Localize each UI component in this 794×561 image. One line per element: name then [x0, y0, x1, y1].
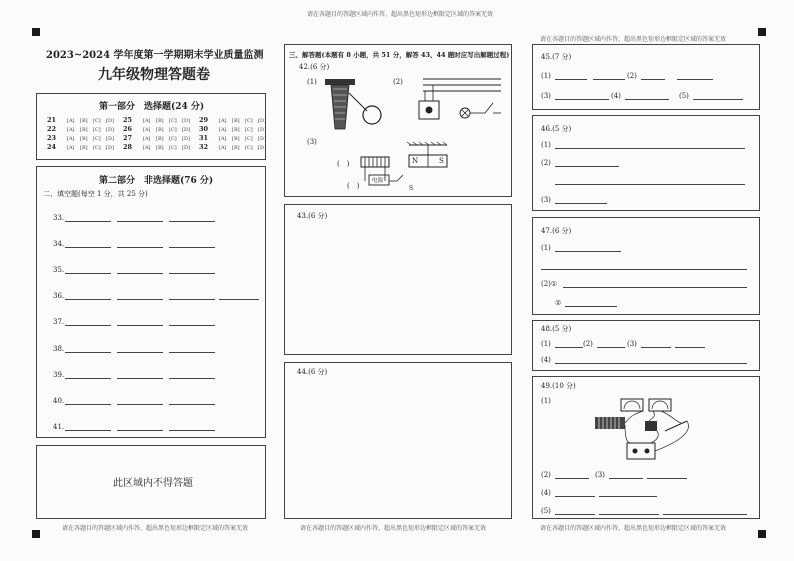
no-answer-box — [36, 445, 266, 519]
mc-option-bubble[interactable]: [A] — [67, 145, 75, 151]
mc-question-number: 22 — [47, 125, 57, 133]
section3-box — [284, 44, 512, 197]
mc-option-bubble[interactable]: [B] — [80, 127, 88, 133]
mc-option-bubble[interactable]: [D] — [182, 118, 190, 124]
q47-sub1: (1) — [541, 244, 551, 252]
mc-option-bubble[interactable]: [B] — [80, 136, 88, 142]
mc-question-number: 27 — [123, 134, 133, 142]
no-answer-text: 此区域内不得答题 — [113, 478, 193, 489]
mc-option-bubble[interactable]: [B] — [80, 145, 88, 151]
mc-option-bubble[interactable]: [B] — [156, 145, 164, 151]
fill-question-number: 40. — [53, 396, 65, 405]
registration-mark — [32, 530, 40, 538]
mc-question-number: 24 — [47, 143, 57, 151]
answer-blank[interactable] — [117, 430, 163, 431]
fill-question-number: 35. — [53, 266, 65, 275]
mc-option-bubble[interactable]: [B] — [156, 127, 164, 133]
mc-question-number: 28 — [123, 143, 133, 151]
magnet-n-label: N — [412, 157, 419, 165]
mc-option-bubble[interactable]: [B] — [232, 127, 240, 133]
mc-option-bubble[interactable]: [B] — [232, 145, 240, 151]
mc-option-bubble[interactable]: [A] — [143, 127, 151, 133]
answer-blank[interactable] — [169, 221, 215, 222]
mc-option-bubble[interactable]: [A] — [67, 118, 75, 124]
mc-option-bubble[interactable]: [A] — [219, 145, 227, 151]
notice-top-right: 请在各题目的答题区域内作答，超出黑色矩形边框限定区域的答案无效 — [540, 36, 727, 43]
notice-bottom-right: 请在各题目的答题区域内作答，超出黑色矩形边框限定区域的答案无效 — [540, 525, 727, 532]
answer-blank[interactable] — [169, 404, 215, 405]
mc-option-bubble[interactable]: [D] — [106, 145, 114, 151]
mc-option-bubble[interactable]: [C] — [93, 118, 101, 124]
q42-title: 42.(6 分) — [299, 63, 330, 71]
mc-question-number: 26 — [123, 125, 133, 133]
q45-sub5: (5) — [679, 92, 689, 100]
mc-option-bubble[interactable]: [B] — [80, 118, 88, 124]
mc-option-bubble[interactable]: [C] — [245, 127, 253, 133]
q49-sub5: (5) — [541, 507, 551, 515]
mc-question-number: 30 — [199, 125, 209, 133]
q48-box — [532, 320, 760, 371]
q49-box — [532, 376, 760, 519]
mc-option-bubble[interactable]: [A] — [67, 136, 75, 142]
mc-option-bubble[interactable]: [D] — [106, 136, 114, 142]
answer-blank[interactable] — [117, 378, 163, 379]
mc-question-row — [47, 116, 119, 124]
q49-sub3: (3) — [595, 471, 605, 479]
fill-question-number: 37. — [53, 318, 65, 327]
mc-option-bubble[interactable]: [C] — [245, 136, 253, 142]
power-source-label: 电源 — [372, 178, 384, 184]
circuit-experiment-figure — [591, 391, 711, 463]
mc-option-bubble[interactable]: [D] — [258, 127, 266, 133]
q42-sub1: (1) — [307, 78, 317, 86]
sheet-title: 九年级物理答题卷 — [98, 67, 210, 83]
q42-paren-2: ( ) — [347, 182, 360, 190]
fill-question-number: 38. — [53, 344, 65, 353]
q42-paren-1: ( ) — [337, 160, 350, 168]
fill-question-number: 36. — [53, 292, 65, 301]
section3-title: 三、解答题(本题有 8 小题，共 51 分，解答 43、44 题时应写出解题过程) — [289, 51, 510, 59]
q44-box — [284, 362, 512, 519]
q48-sub3: (3) — [627, 340, 637, 348]
q46-sub2: (2) — [541, 159, 551, 167]
notice-top-middle: 请在各题目的答题区域内作答，超出黑色矩形边框限定区域的答案无效 — [307, 11, 494, 18]
registration-mark — [758, 530, 766, 538]
q45-box — [532, 44, 760, 110]
q42-sub2: (2) — [393, 78, 403, 86]
answer-blank[interactable] — [117, 299, 163, 300]
q49-sub2: (2) — [541, 471, 551, 479]
mc-option-bubble[interactable]: [B] — [156, 118, 164, 124]
q42-sub3: (3) — [307, 138, 317, 146]
mc-option-bubble[interactable]: [A] — [219, 136, 227, 142]
q47-box — [532, 217, 760, 315]
mc-question-row — [123, 134, 195, 142]
switch-label: S — [409, 185, 414, 192]
answer-blank[interactable] — [65, 352, 111, 353]
mc-question-row — [47, 125, 119, 133]
answer-blank[interactable] — [65, 430, 111, 431]
q45-sub1: (1) — [541, 72, 551, 80]
mc-option-bubble[interactable]: [D] — [182, 127, 190, 133]
part2-title: 第二部分 非选择题(76 分) — [99, 176, 214, 186]
mc-option-bubble[interactable]: [C] — [169, 127, 177, 133]
answer-blank[interactable] — [219, 299, 259, 300]
mc-question-number: 31 — [199, 134, 209, 142]
answer-blank[interactable] — [65, 404, 111, 405]
answer-blank[interactable] — [65, 273, 111, 274]
answer-blank[interactable] — [169, 273, 215, 274]
part2-box — [36, 166, 266, 438]
mc-option-bubble[interactable]: [B] — [156, 136, 164, 142]
q49-sub1: (1) — [541, 397, 551, 405]
answer-blank[interactable] — [117, 325, 163, 326]
mc-option-bubble[interactable]: [C] — [169, 136, 177, 142]
q48-sub4: (4) — [541, 356, 551, 364]
fill-question-number: 33. — [53, 214, 65, 222]
q45-title: 45.(7 分) — [541, 53, 572, 61]
answer-blank[interactable] — [117, 247, 163, 248]
q48-sub1: (1) — [541, 340, 551, 348]
lever-figure — [323, 75, 385, 133]
mc-question-row — [199, 116, 271, 124]
q45-sub4: (4) — [611, 92, 621, 100]
q48-title: 48.(5 分) — [541, 325, 572, 333]
fill-blank-title: 二、填空题(每空 1 分，共 25 分) — [43, 190, 148, 198]
answer-blank[interactable] — [117, 273, 163, 274]
q49-sub4: (4) — [541, 489, 551, 497]
answer-blank[interactable] — [169, 299, 215, 300]
registration-mark — [758, 28, 766, 36]
q47-sub2: (2)① — [541, 280, 558, 288]
mc-option-bubble[interactable]: [C] — [169, 118, 177, 124]
answer-blank[interactable] — [65, 325, 111, 326]
mc-option-bubble[interactable]: [D] — [182, 136, 190, 142]
mc-option-bubble[interactable]: [C] — [169, 145, 177, 151]
mc-option-bubble[interactable]: [D] — [182, 145, 190, 151]
q45-sub2: (2) — [627, 72, 637, 80]
q46-sub3: (3) — [541, 196, 551, 204]
q47-sub2b: ② — [555, 299, 562, 307]
answer-blank[interactable] — [65, 378, 111, 379]
mc-option-bubble[interactable]: [D] — [106, 127, 114, 133]
mc-option-bubble[interactable]: [C] — [245, 118, 253, 124]
q43-title: 43.(6 分) — [297, 212, 328, 220]
answer-blank[interactable] — [169, 247, 215, 248]
q43-box — [284, 204, 512, 355]
answer-blank[interactable] — [117, 221, 163, 222]
mc-question-number: 21 — [47, 116, 57, 124]
q45-sub3: (3) — [541, 92, 551, 100]
mc-question-number: 32 — [199, 143, 209, 151]
mc-question-row — [199, 134, 271, 142]
mc-option-bubble[interactable]: [D] — [258, 136, 266, 142]
answer-blank[interactable] — [65, 221, 111, 222]
mc-question-number: 29 — [199, 116, 209, 124]
registration-mark — [32, 28, 40, 36]
q44-title: 44.(6 分) — [297, 368, 328, 376]
q46-title: 46.(5 分) — [541, 125, 572, 133]
answer-blank[interactable] — [65, 299, 111, 300]
mc-option-bubble[interactable]: [A] — [219, 127, 227, 133]
answer-blank[interactable] — [169, 352, 215, 353]
mc-option-bubble[interactable]: [C] — [245, 145, 253, 151]
mc-question-row — [47, 134, 119, 142]
mc-option-bubble[interactable]: [A] — [219, 118, 227, 124]
mc-question-row — [199, 125, 271, 133]
answer-blank[interactable] — [65, 247, 111, 248]
answer-blank[interactable] — [117, 404, 163, 405]
fill-question-number: 39. — [53, 370, 65, 379]
mc-option-bubble[interactable]: [C] — [93, 127, 101, 133]
fill-question-number: 41. — [53, 422, 65, 431]
fill-question-number: 34. — [53, 240, 65, 249]
magnet-s-label: S — [439, 157, 444, 165]
q46-sub1: (1) — [541, 141, 551, 149]
answer-blank[interactable] — [169, 430, 215, 431]
mc-question-row — [199, 143, 271, 151]
answer-blank[interactable] — [169, 325, 215, 326]
mc-question-row — [123, 125, 195, 133]
q49-title: 49.(10 分) — [541, 382, 576, 390]
mc-option-bubble[interactable]: [D] — [258, 118, 266, 124]
mc-question-row — [123, 143, 195, 151]
mc-option-bubble[interactable]: [B] — [232, 136, 240, 142]
mc-question-row — [123, 116, 195, 124]
exam-title: 2023~2024 学年度第一学期期末学业质量监测 — [46, 50, 264, 61]
mc-option-bubble[interactable]: [A] — [143, 118, 151, 124]
mc-question-number: 23 — [47, 134, 57, 142]
mc-option-bubble[interactable]: [C] — [93, 136, 101, 142]
part1-title: 第一部分 选择题(24 分) — [99, 102, 205, 112]
mc-option-bubble[interactable]: [A] — [67, 127, 75, 133]
notice-bottom-left: 请在各题目的答题区域内作答，超出黑色矩形边框限定区域的答案无效 — [62, 525, 249, 532]
mc-question-row — [47, 143, 119, 151]
answer-blank[interactable] — [117, 352, 163, 353]
mc-option-bubble[interactable]: [A] — [143, 136, 151, 142]
notice-bottom-middle: 请在各题目的答题区域内作答，超出黑色矩形边框限定区域的答案无效 — [300, 525, 487, 532]
q48-sub2: (2) — [583, 340, 593, 348]
mc-option-bubble[interactable]: [D] — [258, 145, 266, 151]
mc-option-bubble[interactable]: [C] — [93, 145, 101, 151]
mc-option-bubble[interactable]: [A] — [143, 145, 151, 151]
mc-option-bubble[interactable]: [B] — [232, 118, 240, 124]
q46-box — [532, 115, 760, 211]
mc-question-number: 25 — [123, 116, 133, 124]
mc-option-bubble[interactable]: [D] — [106, 118, 114, 124]
answer-blank[interactable] — [169, 378, 215, 379]
household-circuit-figure — [409, 71, 505, 131]
q47-title: 47.(6 分) — [541, 227, 572, 235]
part1-box — [36, 93, 266, 160]
